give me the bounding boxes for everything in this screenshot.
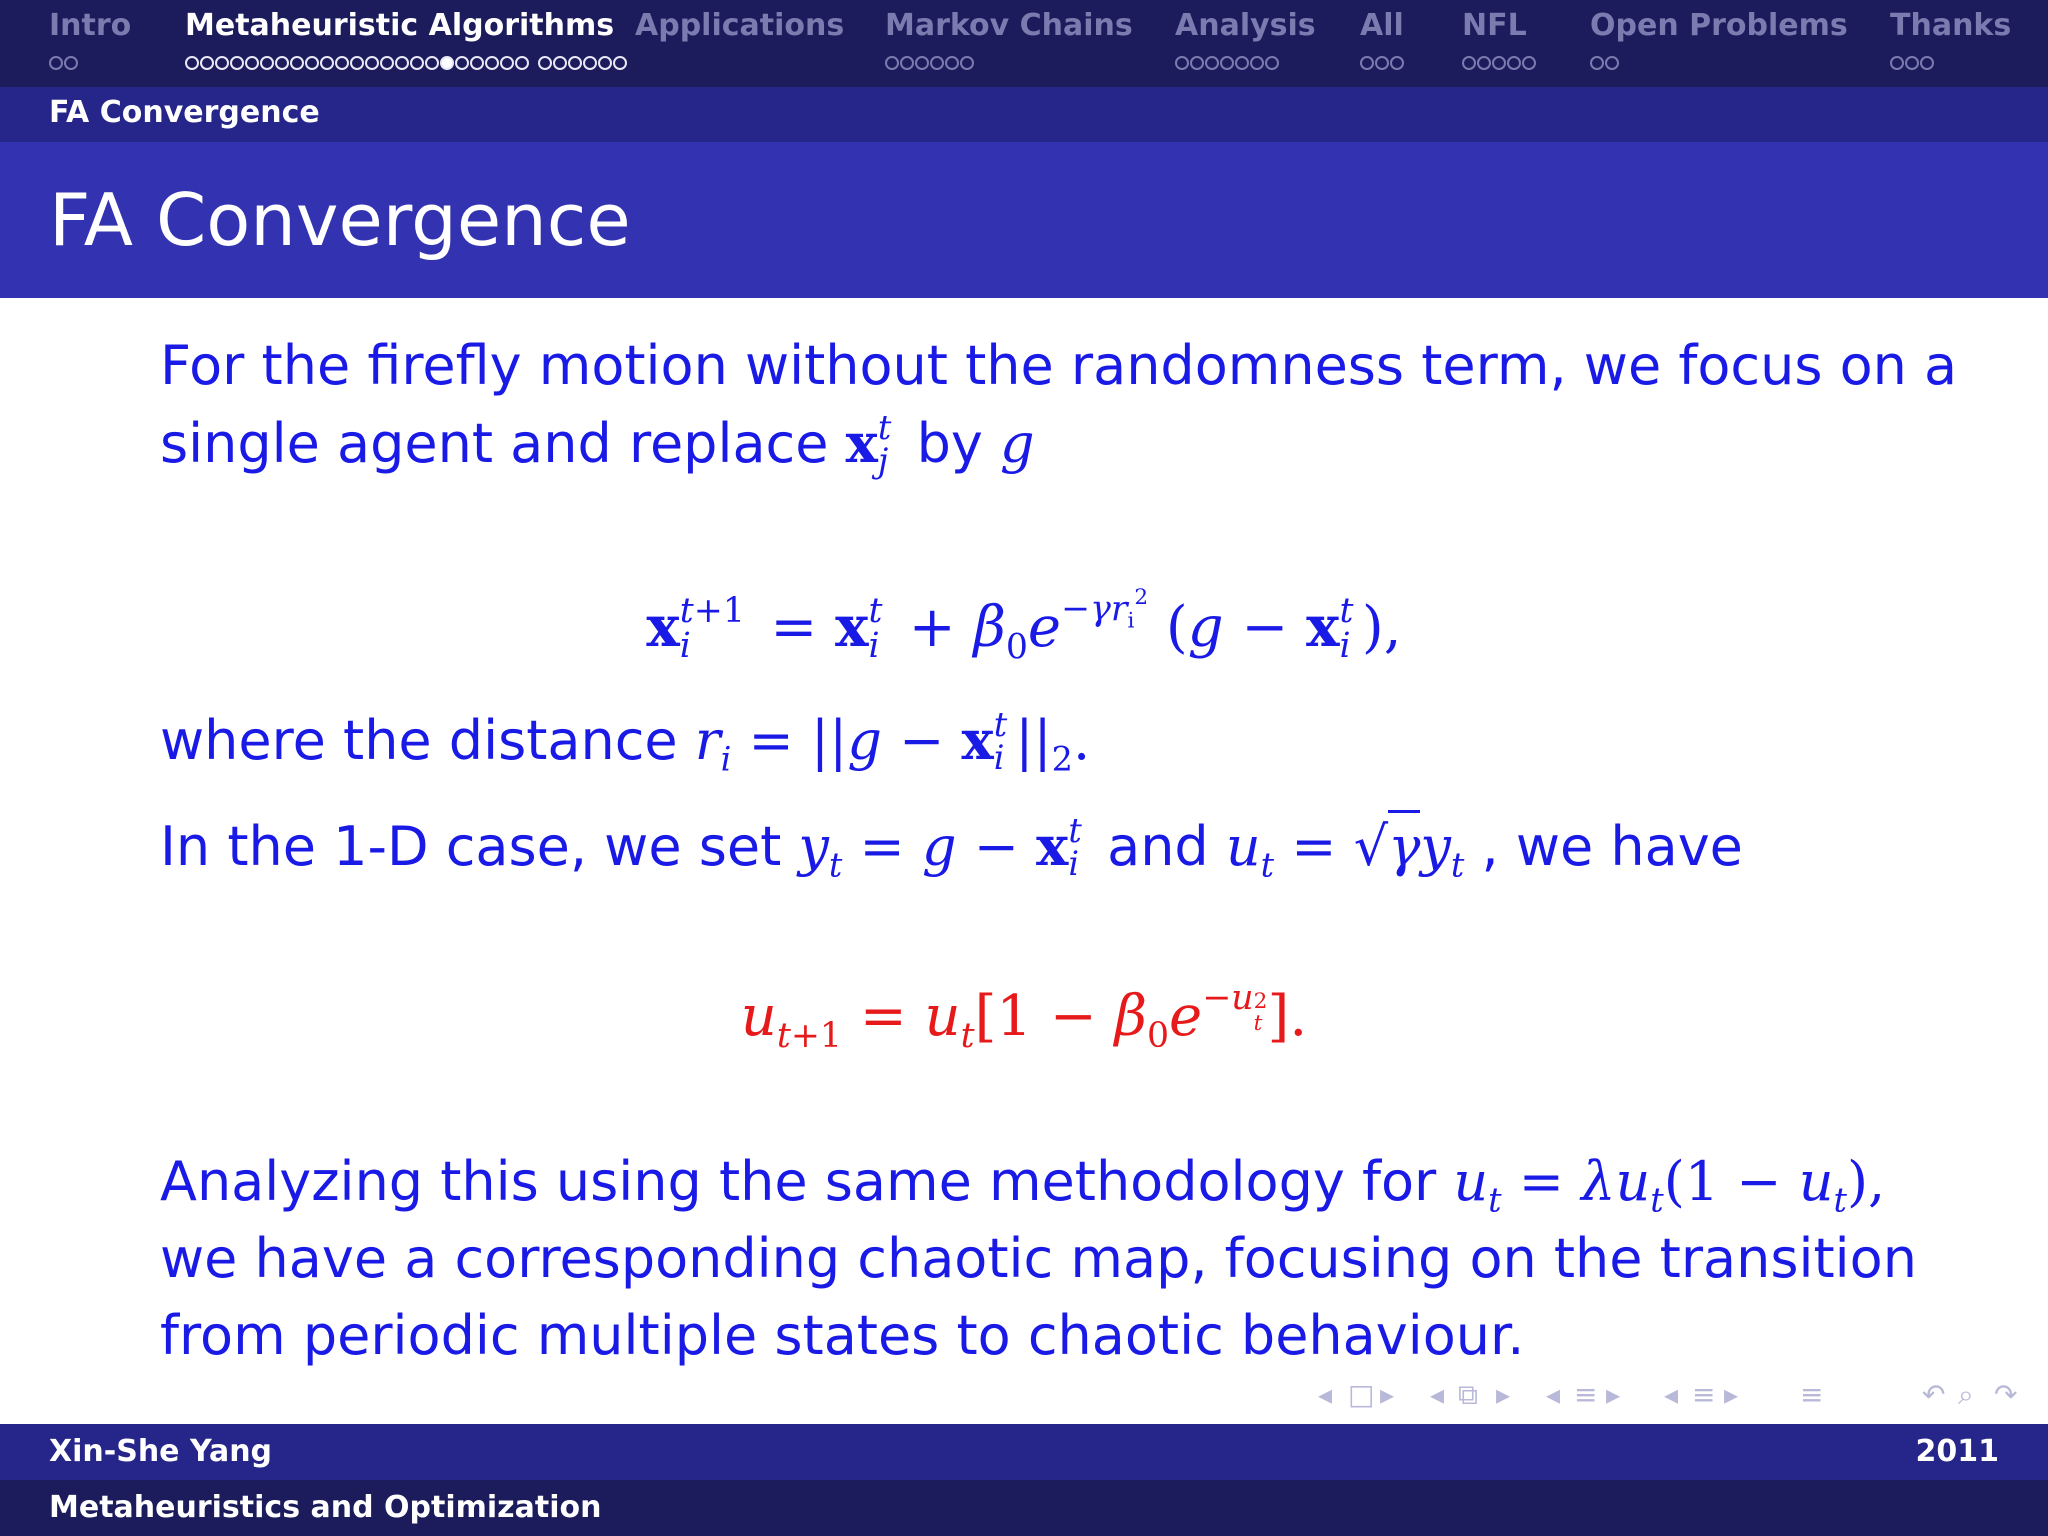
forward-icon[interactable]: ↷ [1994, 1378, 2018, 1411]
subsection-bar [0, 87, 2048, 142]
frame-icon[interactable]: ⧉ [1458, 1378, 1478, 1411]
previous-slide-arrow-icon[interactable]: ◂ [1318, 1378, 1333, 1411]
frame-dot[interactable] [1477, 56, 1491, 70]
frame-dot[interactable] [245, 56, 259, 70]
nav-frame-dots[interactable] [1175, 56, 1280, 76]
frame-dot[interactable] [1905, 56, 1919, 70]
frame-dot[interactable] [1220, 56, 1234, 70]
frame-dot[interactable] [1890, 56, 1904, 70]
text-run: and [1089, 815, 1226, 878]
frame-dot[interactable] [1250, 56, 1264, 70]
frame-dot[interactable] [275, 56, 289, 70]
frame-dot[interactable] [1360, 56, 1374, 70]
frame-dot[interactable] [1235, 56, 1249, 70]
frame-dot[interactable] [900, 56, 914, 70]
section-icon[interactable]: ≡ [1692, 1378, 1716, 1411]
math-logistic: $u_t = \lambda u_t(1 - u_t)$, [1453, 1150, 1886, 1220]
paragraph-line [160, 405, 1035, 482]
frame-dot[interactable] [1190, 56, 1204, 70]
frame-dot[interactable] [485, 56, 499, 70]
frame-dot[interactable] [1265, 56, 1279, 70]
nav-frame-dots[interactable] [1360, 56, 1405, 76]
frame-dot[interactable] [568, 56, 582, 70]
frame-dot[interactable] [1205, 56, 1219, 70]
frame-dot[interactable] [915, 56, 929, 70]
previous-frame-arrow-icon[interactable]: ◂ [1430, 1378, 1445, 1411]
frame-dot[interactable] [380, 56, 394, 70]
nav-label[interactable]: Applications [635, 8, 845, 43]
text-run: , we have [1464, 815, 1743, 878]
nav-label[interactable]: NFL [1462, 8, 1527, 43]
frame-dot[interactable] [885, 56, 899, 70]
frame-dot[interactable] [215, 56, 229, 70]
frame-dot[interactable] [1920, 56, 1934, 70]
frame-dot[interactable] [320, 56, 334, 70]
footer-talk-title: Metaheuristics and Optimization [49, 1490, 602, 1525]
math-distance: $r_i = ||g - x$ t i $||_2$. [694, 704, 1091, 779]
next-frame-arrow-icon[interactable]: ▸ [1496, 1378, 1511, 1411]
nav-label[interactable]: Intro [49, 8, 132, 43]
frame-dot[interactable] [500, 56, 514, 70]
frame-dot[interactable] [1507, 56, 1521, 70]
frame-dot[interactable] [335, 56, 349, 70]
subsection-icon[interactable]: ≡ [1574, 1378, 1598, 1411]
frame-dot[interactable] [305, 56, 319, 70]
current-frame-dot[interactable] [440, 56, 454, 70]
document-icon[interactable]: ≡ [1800, 1378, 1824, 1411]
nav-frame-dots[interactable] [1890, 56, 1935, 76]
frame-dot[interactable] [538, 56, 552, 70]
frame-dot[interactable] [515, 56, 529, 70]
text-run: For the firefly motion without the randomness term, we focus on a [160, 334, 1958, 397]
nav-label[interactable]: Open Problems [1590, 8, 1848, 43]
frame-dot[interactable] [230, 56, 244, 70]
frame-dot[interactable] [960, 56, 974, 70]
frame-dot[interactable] [930, 56, 944, 70]
footer-author-bar [0, 1424, 2048, 1480]
paragraph-line [160, 808, 1743, 904]
frame-dot[interactable] [410, 56, 424, 70]
math-yt: $y_t = g - x$ t i [798, 810, 1082, 885]
map-equation: $u_{t+1} = u_t[1 - \beta_0e^{-u 2 t}$ ]. [740, 978, 1308, 1057]
text-run: we have a corresponding chaotic map, focusing on the transition [160, 1227, 1917, 1290]
math-xjt: x t j [845, 407, 892, 481]
nav-label[interactable]: Markov Chains [885, 8, 1133, 43]
frame-title: FA Convergence [49, 178, 631, 262]
text-run: from periodic multiple states to chaotic behaviour. [160, 1304, 1525, 1367]
paragraph-line [160, 702, 1090, 798]
subsection-title[interactable]: FA Convergence [49, 95, 320, 130]
frame-title-bar [0, 142, 2048, 298]
frame-dot[interactable] [1492, 56, 1506, 70]
text-run: In the 1-D case, we set [160, 815, 799, 878]
text-run: Analyzing this using the same methodology for [160, 1150, 1454, 1213]
frame-dot[interactable] [583, 56, 597, 70]
nav-label[interactable]: Thanks [1890, 8, 2012, 43]
nav-frame-dots[interactable] [185, 56, 628, 76]
frame-dot[interactable] [49, 56, 63, 70]
frame-dot[interactable] [1522, 56, 1536, 70]
nav-frame-dots[interactable] [49, 56, 79, 76]
frame-dot[interactable] [455, 56, 469, 70]
text-run: single agent and replace [160, 412, 846, 475]
frame-dot[interactable] [425, 56, 439, 70]
frame-dot[interactable] [200, 56, 214, 70]
nav-label[interactable]: All [1360, 8, 1404, 43]
frame-dot[interactable] [470, 56, 484, 70]
frame-dot[interactable] [613, 56, 627, 70]
paragraph-line [160, 1298, 1524, 1374]
frame-dot[interactable] [64, 56, 78, 70]
back-icon[interactable]: ↶ [1922, 1378, 1946, 1411]
text-run: where the distance [160, 709, 695, 772]
frame-dot[interactable] [1375, 56, 1389, 70]
math-g: g [1000, 412, 1035, 475]
frame-dot[interactable] [1590, 56, 1604, 70]
paragraph-line [160, 1221, 1917, 1297]
slide-icon[interactable]: □ [1348, 1378, 1375, 1411]
frame-dot[interactable] [1462, 56, 1476, 70]
frame-dot[interactable] [1390, 56, 1404, 70]
footer-author: Xin-She Yang [49, 1434, 273, 1469]
next-slide-arrow-icon[interactable]: ▸ [1380, 1378, 1395, 1411]
frame-dot[interactable] [1175, 56, 1189, 70]
nav-frame-dots[interactable] [885, 56, 975, 76]
next-subsection-arrow-icon[interactable]: ▸ [1606, 1378, 1621, 1411]
footer-title-bar [0, 1480, 2048, 1536]
frame-dot[interactable] [350, 56, 364, 70]
nav-label[interactable]: Analysis [1175, 8, 1316, 43]
beamer-navigation-symbols [1310, 1378, 2030, 1414]
section-navigation [0, 0, 2048, 87]
frame-dot[interactable] [290, 56, 304, 70]
frame-dot[interactable] [598, 56, 612, 70]
update-equation: x t+1 i = x t i + $\beta_0e^{-\gamma r_i^2}$ (g − x t i ), [646, 585, 1402, 668]
frame-dot[interactable] [260, 56, 274, 70]
frame-dot[interactable] [365, 56, 379, 70]
frame-dot[interactable] [945, 56, 959, 70]
previous-section-arrow-icon[interactable]: ◂ [1664, 1378, 1679, 1411]
footer-year: 2011 [1915, 1434, 1999, 1469]
search-icon[interactable]: ⌕ [1958, 1378, 1974, 1411]
frame-dot[interactable] [395, 56, 409, 70]
next-section-arrow-icon[interactable]: ▸ [1724, 1378, 1739, 1411]
nav-label[interactable]: Metaheuristic Algorithms [185, 8, 615, 43]
text-run: by [899, 412, 1001, 475]
paragraph-line [160, 328, 1957, 404]
previous-subsection-arrow-icon[interactable]: ◂ [1546, 1378, 1561, 1411]
frame-dot[interactable] [1605, 56, 1619, 70]
frame-dot[interactable] [185, 56, 199, 70]
nav-frame-dots[interactable] [1590, 56, 1620, 76]
math-ut: $u_t = √\gamma y_t$ [1226, 815, 1464, 878]
nav-frame-dots[interactable] [1462, 56, 1537, 76]
frame-dot[interactable] [553, 56, 567, 70]
